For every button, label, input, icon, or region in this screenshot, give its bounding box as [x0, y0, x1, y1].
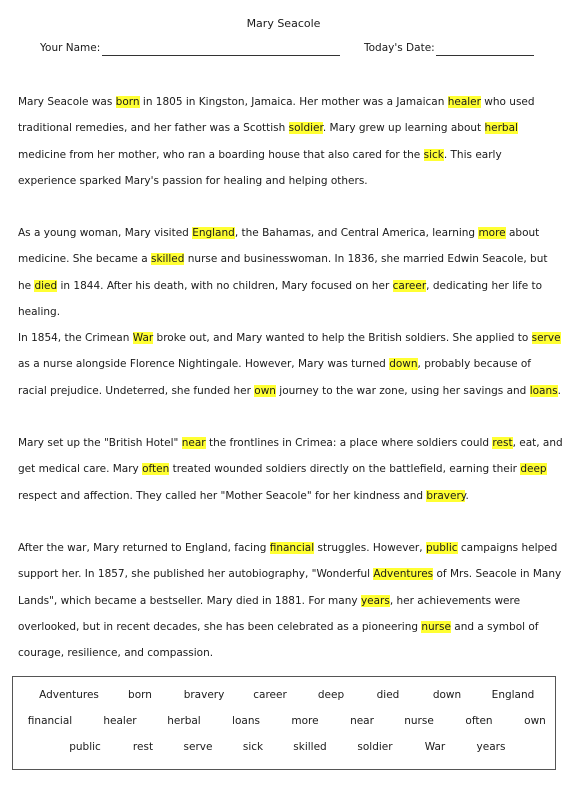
paragraph-3 [18, 325, 563, 404]
word-bank-word: soldier [357, 741, 393, 753]
highlighted-word: rest [492, 437, 513, 449]
paragraph-text: journey to the war zone, using her savings and [275, 384, 530, 397]
paragraph-text: . This early experience sparked Mary's passion for healing and helping others. [18, 148, 502, 187]
word-bank-word: more [291, 715, 319, 727]
paragraph-4 [18, 430, 563, 509]
highlighted-word: deep [520, 463, 547, 476]
highlighted-word: soldier [288, 122, 323, 135]
highlighted-word: down [389, 358, 418, 371]
paragraph-text: in 1844. After his death, with no children, Mary focused on her [57, 279, 393, 292]
paragraph-text: the frontlines in Crimea: a place where soldiers could [205, 437, 493, 449]
highlighted-word: more [478, 227, 506, 239]
word-bank-word: down [432, 689, 462, 701]
paragraph-text: in 1805 in Kingston, Jamaica. Her mother was a Jamaican [139, 96, 448, 108]
paragraph-text: nurse and businesswoman. In 1836, she married Edwin Seacole, but he [18, 253, 548, 292]
word-bank-word: born [128, 689, 152, 701]
page-title: Mary Seacole [246, 17, 321, 30]
paragraph-text: broke out, and Mary wanted to help the British soldiers. She applied to [153, 332, 532, 344]
word-bank [12, 676, 556, 770]
word-bank-row-3 [13, 741, 555, 755]
word-bank-word: career [253, 689, 287, 701]
word-bank-word: herbal [167, 715, 201, 727]
highlighted-word: War [132, 332, 154, 344]
date-label: Today's Date: [364, 42, 435, 54]
paragraph-text: treated wounded soldiers directly on the battlefield, earning their [169, 463, 521, 476]
highlighted-word: public [425, 542, 458, 554]
highlighted-word: career [392, 279, 427, 292]
word-bank-word: public [69, 741, 101, 753]
highlighted-word: nurse [421, 620, 451, 633]
highlighted-word: near [181, 437, 206, 449]
paragraph-text: about medicine. She became a [18, 227, 540, 266]
word-bank-word: near [350, 715, 374, 727]
word-bank-word: bravery [183, 689, 225, 701]
highlighted-word: born [115, 96, 140, 108]
highlighted-word: sick [423, 148, 444, 161]
paragraph-text: . Mary grew up learning about [322, 122, 485, 135]
paragraph-text: who used traditional remedies, and her father was a Scottish [18, 96, 535, 135]
paragraph-text: , probably because of racial prejudice. Undeterred, she funded her [18, 358, 531, 397]
highlighted-word: serve [531, 332, 561, 344]
paragraph-text: , her achievements were overlooked, but in recent decades, she has been celebrated as a pioneering [18, 594, 521, 633]
highlighted-word: years [360, 594, 390, 607]
word-bank-word: Adventures [39, 689, 99, 701]
paragraph-text: , eat, and get medical care. Mary [18, 437, 563, 476]
highlighted-word: often [142, 463, 170, 476]
word-bank-word: own [524, 715, 546, 727]
word-bank-row-1 [13, 689, 555, 703]
paragraph-text: . [465, 489, 469, 502]
word-bank-word: deep [317, 689, 345, 701]
paragraph-text: After the war, Mary returned to England, facing [18, 542, 270, 554]
word-bank-word: rest [132, 741, 154, 753]
paragraph-text: as a nurse alongside Florence Nightingale. However, Mary was turned [18, 358, 390, 371]
highlighted-word: England [192, 227, 235, 239]
word-bank-word: serve [183, 741, 213, 753]
word-bank-word: sick [242, 741, 264, 753]
word-bank-word: War [424, 741, 446, 753]
date-blank-line[interactable] [436, 55, 534, 56]
paragraph-text: medicine from her mother, who ran a boarding house that also cared for the [18, 148, 424, 161]
highlighted-word: died [34, 279, 58, 292]
word-bank-word: years [476, 741, 506, 753]
name-label: Your Name: [40, 42, 101, 54]
paragraph-text: In 1854, the Crimean [18, 332, 133, 344]
word-bank-row-2 [13, 715, 555, 729]
word-bank-word: financial [27, 715, 73, 727]
word-bank-word: often [465, 715, 493, 727]
word-bank-word: healer [103, 715, 137, 727]
paragraph-text: campaigns helped support her. In 1857, she published her autobiography, "Wonderful [18, 542, 558, 581]
name-blank-line[interactable] [102, 55, 340, 56]
paragraph-5 [18, 535, 563, 666]
word-bank-word: skilled [293, 741, 327, 753]
word-bank-word: nurse [404, 715, 434, 727]
highlighted-word: herbal [484, 122, 518, 135]
paragraph-1 [18, 89, 563, 194]
paragraph-text: . [557, 384, 561, 397]
highlighted-word: financial [269, 542, 315, 554]
highlighted-word: Adventures [373, 568, 434, 581]
highlighted-word: own [254, 384, 276, 397]
highlighted-word: loans [529, 384, 558, 397]
paragraph-text: Mary set up the "British Hotel" [18, 437, 182, 449]
paragraph-text: of Mrs. Seacole in Many Lands", which became a bestseller. Mary died in 1881. For many [18, 568, 562, 607]
paragraph-text: , the Bahamas, and Central America, learning [234, 227, 479, 239]
word-bank-word: loans [232, 715, 260, 727]
paragraph-text: struggles. However, [314, 542, 426, 554]
word-bank-word: died [376, 689, 400, 701]
paragraph-2 [18, 220, 563, 325]
highlighted-word: healer [447, 96, 481, 108]
paragraph-text: and a symbol of courage, resilience, and compassion. [18, 620, 539, 660]
name-date-row [40, 42, 540, 58]
highlighted-word: bravery [426, 489, 466, 502]
paragraph-text: As a young woman, Mary visited [18, 227, 193, 239]
paragraph-text: , dedicating her life to healing. [18, 279, 543, 318]
paragraph-text: respect and affection. They called her "Mother Seacole" for her kindness and [18, 489, 427, 502]
paragraph-text: Mary Seacole was [18, 96, 116, 108]
highlighted-word: skilled [151, 253, 185, 266]
word-bank-word: England [491, 689, 535, 701]
